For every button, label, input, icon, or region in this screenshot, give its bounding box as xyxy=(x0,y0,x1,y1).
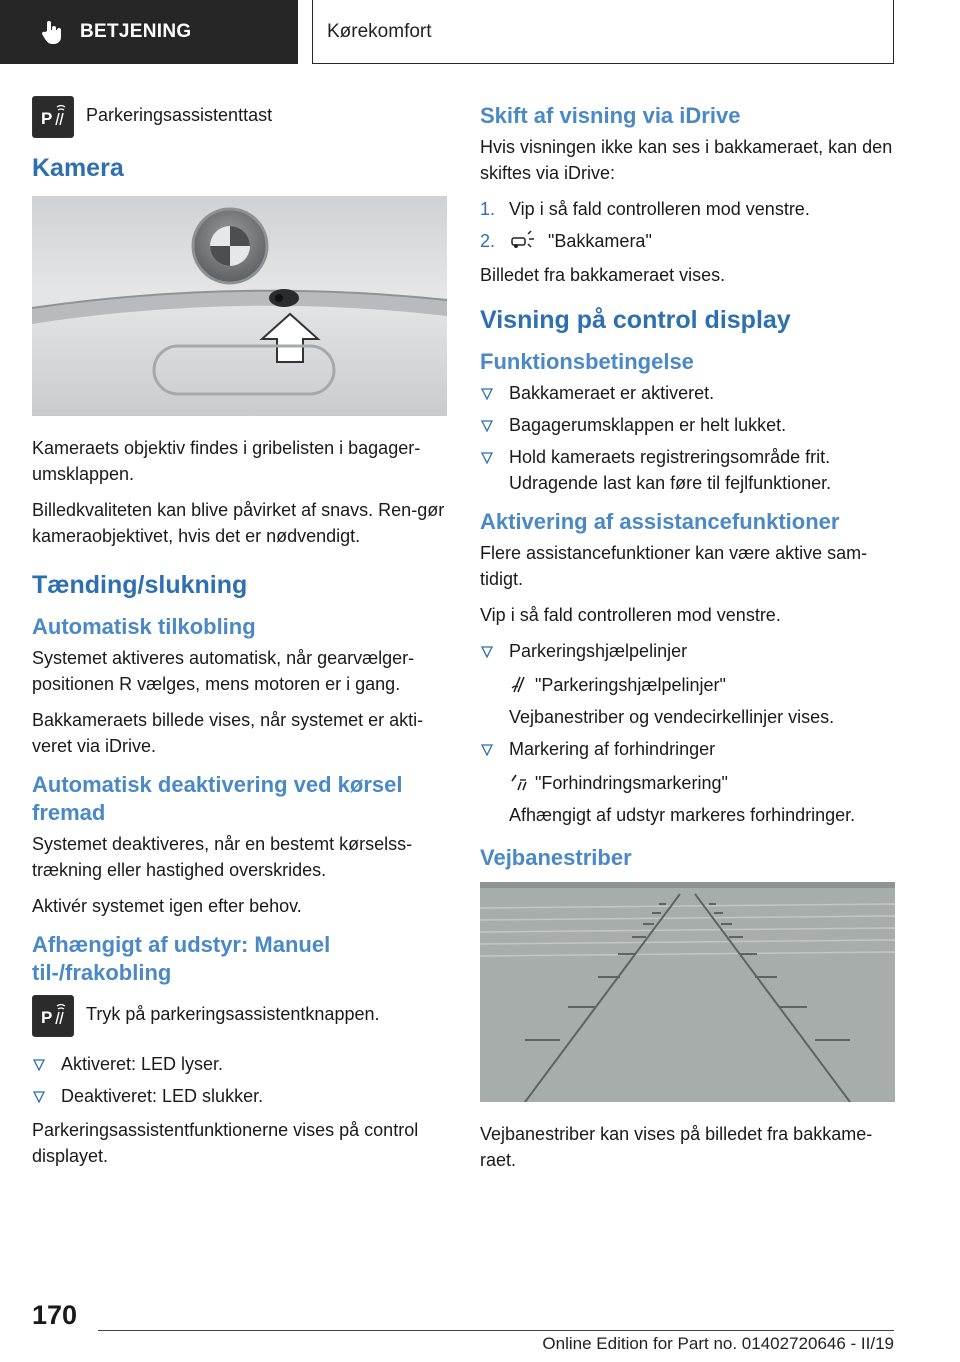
section-title: BETJENING xyxy=(80,21,192,42)
paragraph-aktiv-1: Flere assistancefunktioner kan være aktive sam-tidigt. xyxy=(480,543,868,589)
step-number: 1. xyxy=(480,199,496,219)
step-number: 2. xyxy=(480,231,496,251)
button-label: Parkeringsassistenttast xyxy=(86,105,273,125)
triangle-bullet-icon xyxy=(481,744,493,756)
section-tab xyxy=(0,0,298,64)
footer-divider xyxy=(98,1330,894,1331)
obstacle-marking-icon xyxy=(509,772,529,792)
svg-text:P: P xyxy=(41,1008,53,1027)
paragraph-auto-2: Bakkameraets billede vises, når systemet er akti-veret via iDrive. xyxy=(32,710,424,756)
heading-manuel: Afhængigt af udstyr: Manuel til-/frakobling xyxy=(32,932,331,985)
description: Vejbanestriber og vendecirkellinjer vises. xyxy=(509,707,835,727)
parking-assist-button-icon xyxy=(32,995,74,1037)
heading-aktivering: Aktivering af assistancefunktioner xyxy=(480,509,840,534)
camera-photo xyxy=(32,196,447,416)
heading-visning: Visning på control display xyxy=(480,306,791,334)
list-item: Hold kameraets registreringsområde frit. Udragende last kan føre til fejlfunktioner. xyxy=(480,444,895,496)
triangle-bullet-icon xyxy=(481,452,493,464)
paragraph-kamera-2: Billedkvaliteten kan blive påvirket af snavs. Ren-gør kameraobjektivet, hvis det er nødvendigt. xyxy=(32,500,445,546)
heading-vejbanestriber: Vejbanestriber xyxy=(480,845,632,870)
button-instruction: Tryk på parkeringsassistentknappen. xyxy=(86,1004,380,1024)
heading-funktionsbetingelse: Funktionsbetingelse xyxy=(480,349,694,374)
steps-list xyxy=(480,196,895,254)
conditions-list xyxy=(480,380,895,496)
hand-icon xyxy=(38,18,66,46)
heading-kamera: Kamera xyxy=(32,154,124,182)
triangle-bullet-icon xyxy=(33,1059,45,1071)
step-item: 2. "Bakkamera" xyxy=(480,228,895,254)
step-item: 1. Vip i så fald controlleren mod venstre. xyxy=(480,196,895,222)
list-item: Parkeringshjælpelinjer xyxy=(480,638,895,664)
heading-skift: Skift af visning via iDrive xyxy=(480,103,741,128)
footer-edition: Online Edition for Part no. 01402720646 - II/19 xyxy=(542,1334,894,1353)
parking-button-row xyxy=(32,96,447,138)
heading-automatisk-deaktivering: Automatisk deaktivering ved kørsel fremad xyxy=(32,772,403,825)
lane-markings-illustration xyxy=(480,882,895,1102)
heading-automatisk-tilkobling: Automatisk tilkobling xyxy=(32,614,256,639)
paragraph-control-display: Parkeringsassistentfunktionerne vises på control displayet. xyxy=(32,1120,419,1166)
paragraph-auto-1: Systemet aktiveres automatisk, når gearvælger-positionen R vælges, mens motoren er i gang. xyxy=(32,648,415,694)
paragraph-deakt-2: Aktivér systemet igen efter behov. xyxy=(32,896,302,916)
page-number: 170 xyxy=(32,1300,78,1330)
triangle-bullet-icon xyxy=(481,646,493,658)
svg-text:P: P xyxy=(41,109,53,128)
list-item: Deaktiveret: LED slukker. xyxy=(32,1083,447,1109)
paragraph-skift: Hvis visningen ikke kan ses i bakkameraet, kan den skiftes via iDrive: xyxy=(480,137,893,183)
led-status-list xyxy=(32,1051,447,1109)
paragraph-deakt-1: Systemet deaktiveres, når en bestemt kørselss-trækning eller hastighed overskrides. xyxy=(32,834,413,880)
list-item: Bakkameraet er aktiveret. xyxy=(480,380,895,406)
right-column xyxy=(480,96,895,1183)
chapter-header xyxy=(312,0,894,64)
paragraph-vejbanestriber: Vejbanestriber kan vises på billedet fra bakkame-raet. xyxy=(480,1124,873,1170)
triangle-bullet-icon xyxy=(33,1091,45,1103)
assist-functions-list-2 xyxy=(480,736,895,762)
description: Afhængigt af udstyr markeres forhindringer. xyxy=(509,805,856,825)
list-item: Markering af forhindringer xyxy=(480,736,895,762)
assist-functions-list xyxy=(480,638,895,664)
triangle-bullet-icon xyxy=(481,420,493,432)
chapter-title: Kørekomfort xyxy=(327,20,432,42)
parking-lines-icon xyxy=(509,674,529,694)
triangle-bullet-icon xyxy=(481,388,493,400)
heading-taending: Tænding/slukning xyxy=(32,571,248,599)
parking-button-row-2 xyxy=(32,995,447,1037)
parking-assist-button-icon xyxy=(32,96,74,138)
paragraph-billede: Billedet fra bakkameraet vises. xyxy=(480,265,726,285)
menu-item-parkeringshjaelpelinjer: "Parkeringshjælpelinjer" xyxy=(480,672,895,698)
list-item: Aktiveret: LED lyser. xyxy=(32,1051,447,1077)
rear-camera-icon xyxy=(509,230,535,250)
menu-item-forhindringsmarkering: "Forhindringsmarkering" xyxy=(480,770,895,796)
paragraph-aktiv-2: Vip i så fald controlleren mod venstre. xyxy=(480,605,781,625)
paragraph-kamera-1: Kameraets objektiv findes i gribelisten i bagager-umsklappen. xyxy=(32,438,421,484)
list-item: Bagagerumsklappen er helt lukket. xyxy=(480,412,895,438)
left-column xyxy=(32,96,447,1179)
